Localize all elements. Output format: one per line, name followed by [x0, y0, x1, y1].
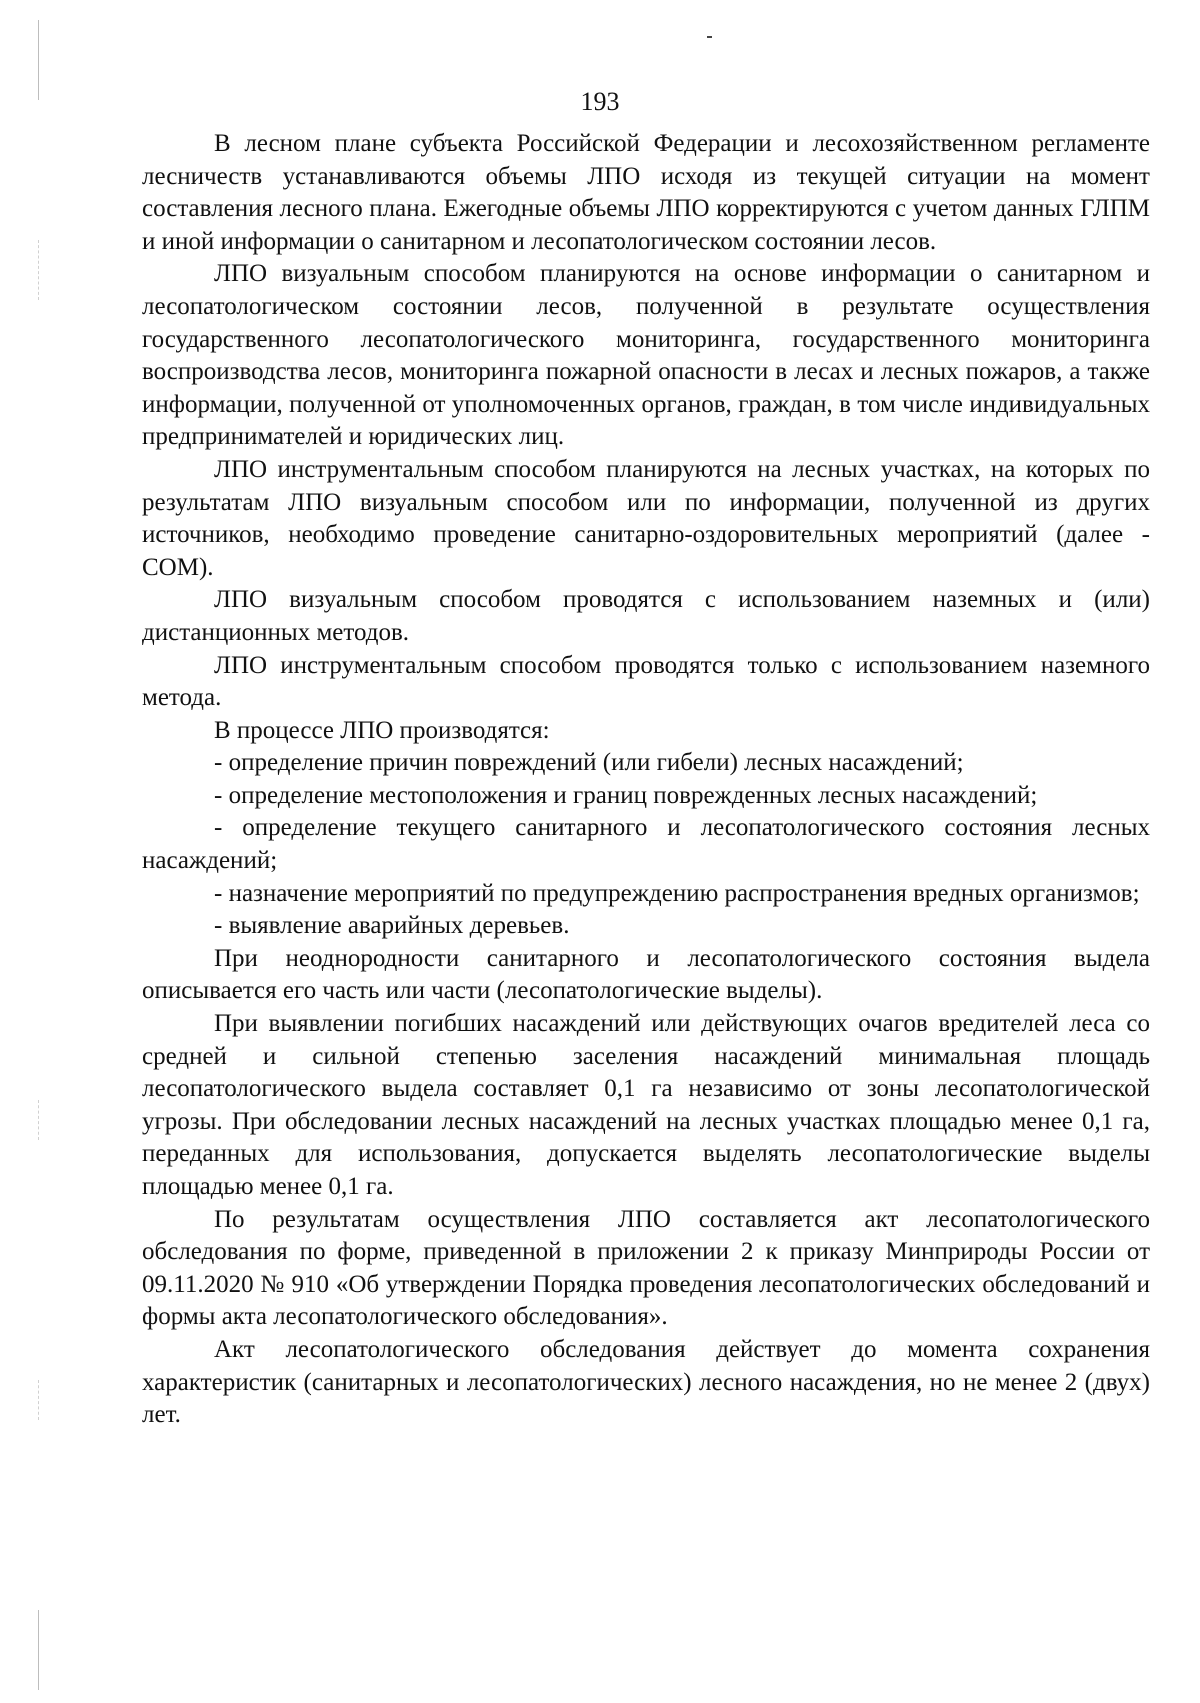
- paragraph: В процессе ЛПО производятся:: [214, 716, 550, 744]
- list-item: - определение местоположения и границ поврежденных лесных насаждений;: [214, 781, 1038, 809]
- list-item: - определение причин повреждений (или гибели) лесных насаждений;: [214, 749, 964, 777]
- list-item: - назначение мероприятий по предупреждению распространения вредных организмов;: [214, 879, 1140, 907]
- paragraph: В лесном плане субъекта Российской Федерации и лесохозяйственном регламенте лесничеств устанавливаются объемы ЛПО исходя из текущей ситуации на момент составления лесного плана. Ежегодные объемы ЛПО корректируются с учетом данных ГЛПМ и иной информации о санитарном и лесопатологическом состоянии лесов.: [142, 130, 1150, 255]
- scan-edge-line: [38, 240, 39, 300]
- scan-edge-line: [38, 1610, 39, 1690]
- scan-mark: [707, 36, 712, 38]
- list-item: - определение текущего санитарного и лесопатологического состояния лесных насаждений;: [142, 814, 1150, 875]
- page-number: 193: [580, 87, 620, 116]
- document-body: [142, 128, 1150, 1432]
- paragraph: При выявлении погибших насаждений или действующих очагов вредителей леса со средней и сильной степенью заселения насаждений минимальная площадь лесопатологического выдела составляет 0,1 га независимо от зоны лесопатологической угрозы. При обследовании лесных насаждений на лесных участках площадью менее 0,1 га, переданных для использования, допускается выделять лесопатологические выделы площадью менее 0,1 га.: [142, 1010, 1150, 1200]
- paragraph: Акт лесопатологического обследования действует до момента сохранения характеристик (санитарных и лесопатологических) лесного насаждения, но не менее 2 (двух) лет.: [142, 1335, 1150, 1429]
- paragraph: ЛПО визуальным способом проводятся с использованием наземных и (или) дистанционных методов.: [142, 586, 1150, 646]
- paragraph: При неоднородности санитарного и лесопатологического состояния выдела описывается его часть или части (лесопатологические выделы).: [142, 944, 1150, 1005]
- paragraph: По результатам осуществления ЛПО составляется акт лесопатологического обследования по форме, приведенной в приложении 2 к приказу Минприроды России от 09.11.2020 № 910 «Об утверждении Порядка проведения лесопатологических обследований и формы акта лесопатологического обследования».: [142, 1205, 1150, 1331]
- list-item: - выявление аварийных деревьев.: [214, 912, 570, 940]
- scan-edge-line: [38, 1100, 39, 1140]
- scan-edge-line: [38, 1380, 39, 1420]
- paragraph: ЛПО визуальным способом планируются на основе информации о санитарном и лесопатологическом состоянии лесов, полученной в результате осуществления государственного лесопатологического мониторинга, государственного мониторинга воспроизводства лесов, мониторинга пожарной опасности в лесах и лесных пожаров, а также информации, полученной от уполномоченных органов, граждан, в том числе индивидуальных предпринимателей и юридических лиц.: [142, 260, 1150, 451]
- paragraph: ЛПО инструментальным способом проводятся только с использованием наземного метода.: [142, 651, 1150, 712]
- paragraph: ЛПО инструментальным способом планируются на лесных участках, на которых по результатам ЛПО визуальным способом или по информации, полученной из других источников, необходимо проведение санитарно-оздоровительных мероприятий (далее - СОМ).: [142, 455, 1150, 581]
